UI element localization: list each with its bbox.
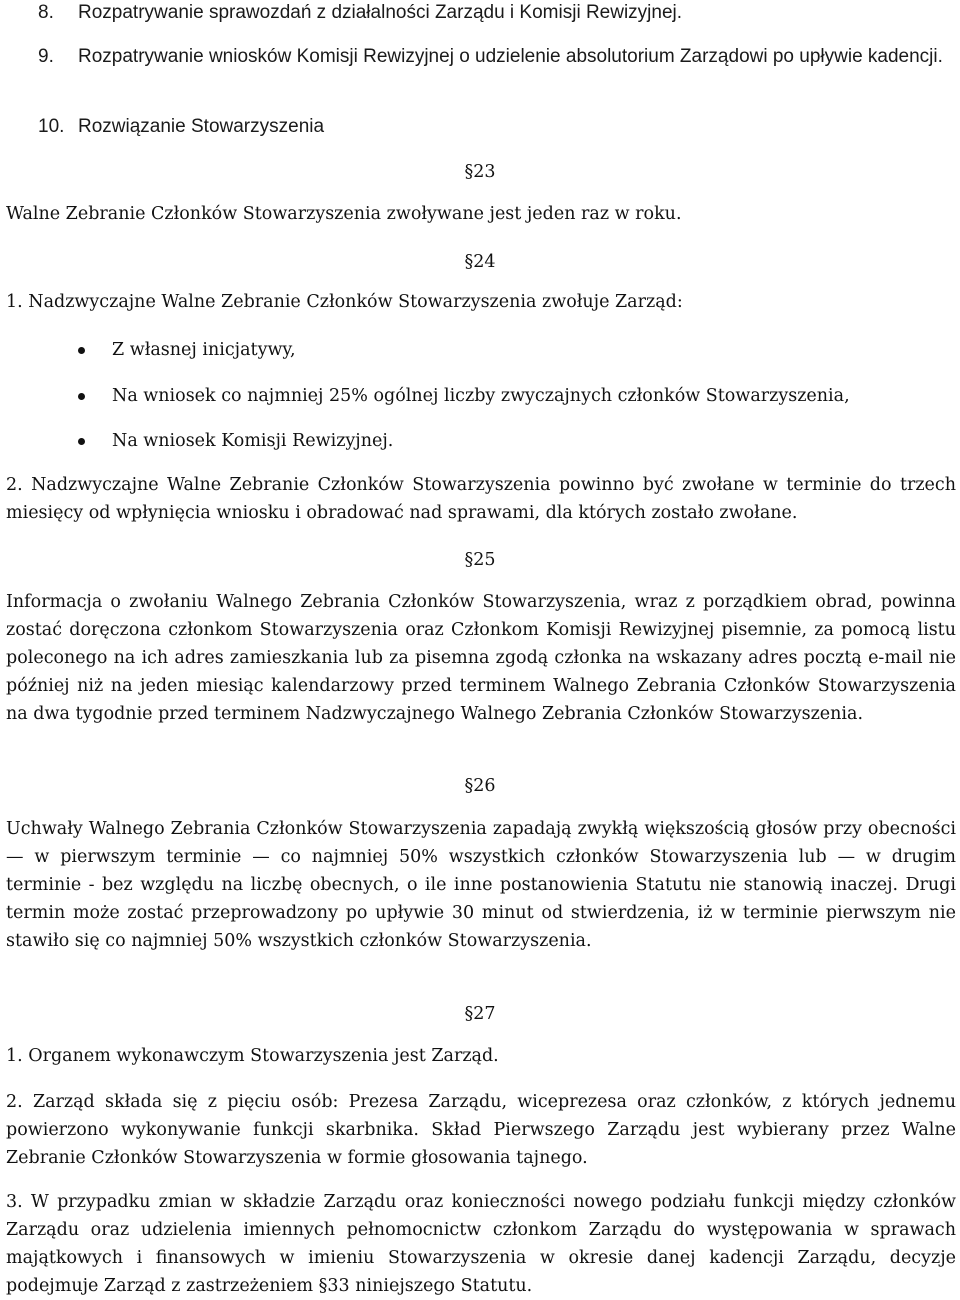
list-number: 10. — [38, 116, 65, 137]
list-item — [0, 427, 960, 455]
section-heading-26: §26 — [464, 776, 496, 796]
section-27-paragraph-1: 1. Organem wykonawczym Stowarzyszenia jest Zarząd. — [6, 1046, 499, 1066]
list-number: 9. — [38, 46, 54, 67]
section-heading-25: §25 — [464, 550, 496, 570]
bullet-text: Na wniosek co najmniej 25% ogólnej liczby zwyczajnych członków Stowarzyszenia, — [112, 386, 850, 406]
list-text: Rozpatrywanie wniosków Komisji Rewizyjnej o udzielenie absolutorium Zarządowi po upływie kadencji. — [78, 46, 943, 67]
section-24-paragraph-1: 1. Nadzwyczajne Walne Zebranie Członków Stowarzyszenia zwołuje Zarząd: — [6, 292, 683, 312]
bullet-text: Na wniosek Komisji Rewizyjnej. — [112, 431, 394, 451]
section-heading-27: §27 — [464, 1004, 496, 1024]
list-item-10 — [0, 114, 960, 140]
bullet-icon — [78, 347, 85, 354]
list-text: Rozpatrywanie sprawozdań z działalności Zarządu i Komisji Rewizyjnej. — [78, 2, 683, 23]
bullet-icon — [78, 438, 85, 445]
section-27-paragraph-3: 3. W przypadku zmian w składzie Zarządu oraz konieczności nowego podziału funkcji między członków Zarządu oraz udzielenia imiennych pełnomocnictw członkom Zarządu do występowania w sprawach majątkowych i finansowych w imieniu Stowarzyszenia w okresie danej kadencji Zarządu, decyzje podejmuje Zarząd z zastrzeżeniem §33 niniejszego Statutu. — [6, 1192, 956, 1296]
section-heading-23: §23 — [464, 162, 496, 182]
section-heading-24: §24 — [464, 252, 496, 272]
section-23-text: Walne Zebranie Członków Stowarzyszenia zwoływane jest jeden raz w roku. — [6, 204, 682, 224]
section-26-text: Uchwały Walnego Zebrania Członków Stowarzyszenia zapadają zwykłą większością głosów przy obecności — w pierwszym terminie — co najmniej 50% wszystkich członków Stowarzyszenia lub — w drugim terminie - bez względu na liczbę obecnych, o ile inne postanowienia Statutu nie stanowią inaczej. Drugi termin może zostać przeprowadzony po upływie 30 minut od stwierdzenia, iż w terminie pierwszym nie stawiło się co najmniej 50% wszystkich członków Stowarzyszenia. — [6, 819, 956, 951]
list-item — [0, 382, 960, 410]
section-27-paragraph-2: 2. Zarząd składa się z pięciu osób: Prezesa Zarządu, wiceprezesa oraz członków, z których jednemu powierzono wykonywanie funkcji skarbnika. Skład Pierwszego Zarządu jest wybierany przez Walne Zebranie Członków Stowarzyszenia w formie głosowania tajnego. — [6, 1092, 956, 1168]
section-24-paragraph-2: 2. Nadzwyczajne Walne Zebranie Członków Stowarzyszenia powinno być zwołane w terminie do trzech miesięcy od wpłynięcia wniosku i obradować nad sprawami, dla których zostało zwołane. — [6, 475, 956, 523]
list-text: Rozwiązanie Stowarzyszenia — [78, 116, 325, 137]
list-item — [0, 336, 960, 364]
bullet-icon — [78, 393, 85, 400]
bullet-text: Z własnej inicjatywy, — [112, 340, 296, 360]
list-item-9 — [0, 44, 960, 96]
list-item-8 — [0, 0, 960, 26]
list-number: 8. — [38, 2, 54, 23]
section-25-text: Informacja o zwołaniu Walnego Zebrania Członków Stowarzyszenia, wraz z porządkiem obrad, powinna zostać doręczona członkom Stowarzyszenia oraz Członkom Komisji Rewizyjnej pisemnie, za pomocą listu poleconego na ich adres zamieszkania lub za pisemna zgodą członka na wskazany adres pocztą e-mail nie później niż na jeden miesiąc kalendarzowy przed terminem Walnego Zebrania Członków Stowarzyszenia na dwa tygodnie przed terminem Nadzwyczajnego Walnego Zebrania Członków Stowarzyszenia. — [6, 592, 956, 724]
